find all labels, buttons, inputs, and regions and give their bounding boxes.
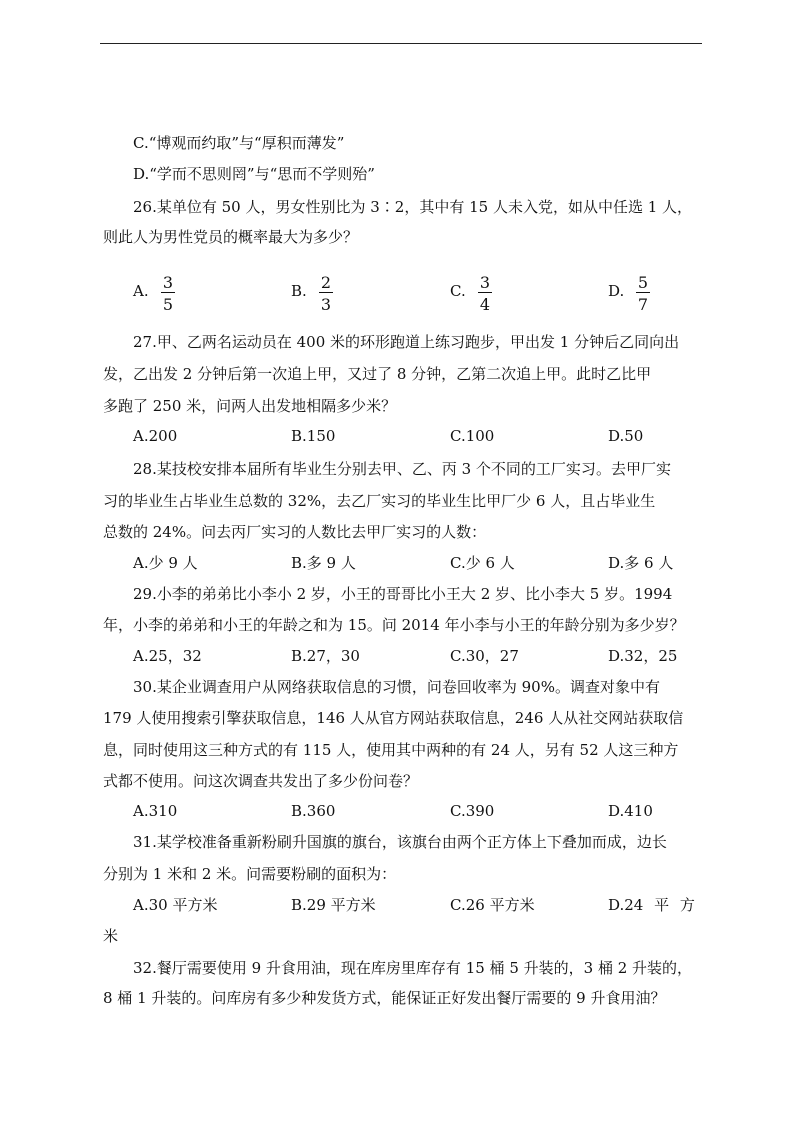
q28-option-b: B.多 9 人 xyxy=(291,554,356,572)
header-rule xyxy=(100,43,702,44)
q31-option-d: D.24 平 方 xyxy=(608,896,695,914)
q31-option-a: A.30 平方米 xyxy=(133,896,218,914)
option-label: D. xyxy=(608,282,625,300)
q31-option-c: C.26 平方米 xyxy=(450,896,535,914)
option-label: A. xyxy=(133,282,149,300)
numerator: 5 xyxy=(637,273,649,292)
q30-line-3: 息，同时使用这三种方式的有 115 人，使用其中两种的有 24 人，另有 52 人这三种方 xyxy=(103,741,679,759)
q27-line-3: 多跑了 250 米，问两人出发地相隔多少米？ xyxy=(103,397,397,415)
fraction xyxy=(478,274,492,315)
q27-line-2: 发，乙出发 2 分钟后第一次追上甲，又过了 8 分钟，乙第二次追上甲。此时乙比甲 xyxy=(103,365,652,383)
denominator: 3 xyxy=(320,295,332,314)
q31-option-b: B.29 平方米 xyxy=(291,896,376,914)
q29-option-d: D.32，25 xyxy=(608,647,678,665)
q29-option-c: C.30，27 xyxy=(450,647,519,665)
q28-line-2: 习的毕业生占毕业生总数的 32%，去乙厂实习的毕业生比甲厂少 6 人，且占毕业生 xyxy=(103,492,656,510)
q26-line-1: 26.某单位有 50 人，男女性别比为 3∶2，其中有 15 人未入党，如从中任选 1 人， xyxy=(133,198,693,216)
fraction xyxy=(161,274,175,315)
option-d-prev: D.“学而不思则罔”与“思而不学则殆” xyxy=(133,165,375,183)
numerator: 3 xyxy=(162,273,174,292)
q26-line-2: 则此人为男性党员的概率最大为多少？ xyxy=(103,228,359,246)
q30-line-1: 30.某企业调查用户从网络获取信息的习惯，问卷回收率为 90%。调查对象中有 xyxy=(133,678,660,696)
denominator: 7 xyxy=(637,295,649,314)
q30-option-d: D.410 xyxy=(608,802,653,820)
q30-option-a: A.310 xyxy=(133,802,178,820)
numerator: 2 xyxy=(320,273,332,292)
q30-line-4: 式都不使用。问这次调查共发出了多少份问卷？ xyxy=(103,772,419,790)
denominator: 4 xyxy=(479,295,491,314)
option-c-prev: C.“博观而约取”与“厚积而薄发” xyxy=(133,134,345,152)
option-label: B. xyxy=(291,282,307,300)
q29-option-a: A.25，32 xyxy=(133,647,202,665)
q29-line-1: 29.小李的弟弟比小李小 2 岁，小王的哥哥比小王大 2 岁、比小李大 5 岁。1994 xyxy=(133,585,673,603)
q31-line-2: 分别为 1 米和 2 米。问需要粉刷的面积为： xyxy=(103,865,397,883)
q30-option-c: C.390 xyxy=(450,802,495,820)
q30-option-b: B.360 xyxy=(291,802,336,820)
q28-line-1: 28.某技校安排本届所有毕业生分别去甲、乙、丙 3 个不同的工厂实习。去甲厂实 xyxy=(133,460,671,478)
q27-option-b: B.150 xyxy=(291,427,336,445)
denominator: 5 xyxy=(162,295,174,314)
fraction xyxy=(319,274,333,315)
q29-option-b: B.27，30 xyxy=(291,647,360,665)
q28-line-3: 总数的 24%。问去丙厂实习的人数比去甲厂实习的人数： xyxy=(103,523,487,541)
option-label: C. xyxy=(450,282,466,300)
q27-line-1: 27.甲、乙两名运动员在 400 米的环形跑道上练习跑步，甲出发 1 分钟后乙同向出 xyxy=(133,333,680,351)
numerator: 3 xyxy=(479,273,491,292)
q28-option-a: A.少 9 人 xyxy=(133,554,198,572)
q27-option-a: A.200 xyxy=(133,427,178,445)
q30-line-2: 179 人使用搜索引擎获取信息，146 人从官方网站获取信息，246 人从社交网站获取信 xyxy=(103,709,684,727)
q32-line-1: 32.餐厅需要使用 9 升食用油，现在库房里库存有 15 桶 5 升装的，3 桶 2 升装的， xyxy=(133,959,693,977)
q28-option-c: C.少 6 人 xyxy=(450,554,515,572)
q29-line-2: 年，小李的弟弟和小王的年龄之和为 15。问 2014 年小李与小王的年龄分别为多少岁？ xyxy=(103,616,685,634)
q27-option-c: C.100 xyxy=(450,427,495,445)
q31-option-d-wrap: 米 xyxy=(103,927,119,945)
fraction xyxy=(636,274,650,315)
q27-option-d: D.50 xyxy=(608,427,644,445)
q32-line-2: 8 桶 1 升装的。问库房有多少种发货方式，能保证正好发出餐厅需要的 9 升食用油？ xyxy=(103,989,666,1007)
q28-option-d: D.多 6 人 xyxy=(608,554,674,572)
q31-line-1: 31.某学校准备重新粉刷升国旗的旗台，该旗台由两个正方体上下叠加而成，边长 xyxy=(133,833,667,851)
